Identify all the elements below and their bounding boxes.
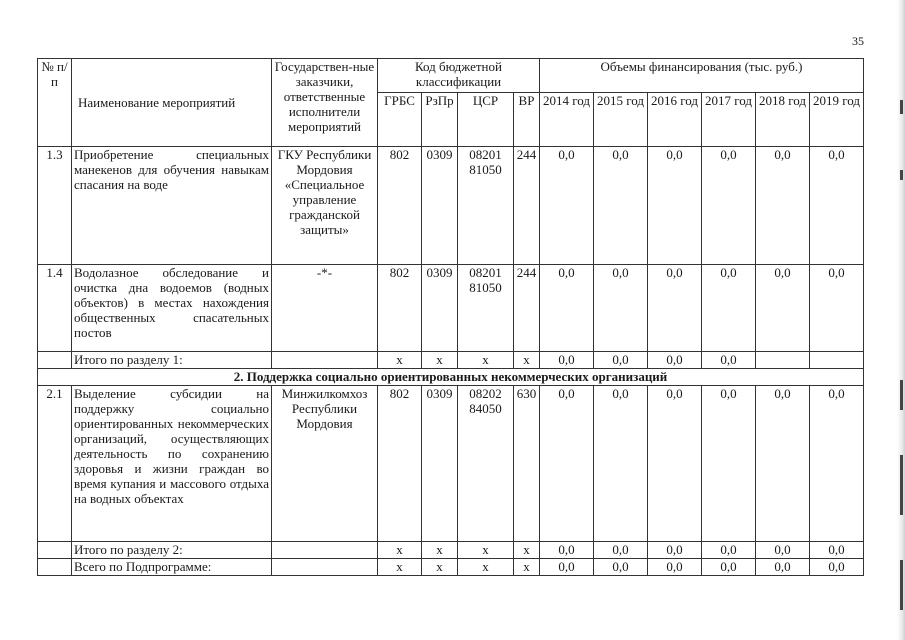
total-code: х [514, 559, 540, 576]
row-name: Водолазное обследование и очистка дна водоемов (водных объектов) в местах нахождения общественных спасательных постов [72, 265, 272, 352]
section-title: 2. Поддержка социально ориентированных некоммерческих организаций [38, 369, 864, 386]
row-value: 0,0 [594, 386, 648, 542]
scan-mark [900, 100, 903, 114]
total-code: х [422, 559, 458, 576]
total-code: х [378, 542, 422, 559]
scan-edge-shadow [897, 0, 905, 640]
row-name: Приобретение специальных манекенов для обучения навыкам спасания на воде [72, 147, 272, 265]
row-value: 0,0 [756, 265, 810, 352]
total-label: Итого по разделу 1: [72, 352, 272, 369]
total-value: 0,0 [594, 352, 648, 369]
total-code: х [458, 542, 514, 559]
scan-mark [900, 560, 903, 610]
empty-cell [272, 559, 378, 576]
table-row [38, 147, 864, 265]
header-grbs: ГРБС [378, 93, 422, 147]
total-value: 0,0 [594, 559, 648, 576]
empty-cell [38, 559, 72, 576]
row-value: 0,0 [756, 386, 810, 542]
row-rzpr: 0309 [422, 386, 458, 542]
total-code: х [514, 542, 540, 559]
row-value: 0,0 [810, 147, 864, 265]
row-vr: 244 [514, 265, 540, 352]
header-year: 2017 год [702, 93, 756, 147]
row-value: 0,0 [702, 265, 756, 352]
total-value: 0,0 [810, 559, 864, 576]
total-value: 0,0 [648, 559, 702, 576]
row-num: 1.3 [38, 147, 72, 265]
empty-cell [38, 542, 72, 559]
total-value [756, 352, 810, 369]
header-year: 2015 год [594, 93, 648, 147]
total-value: 0,0 [756, 559, 810, 576]
header-year: 2014 год [540, 93, 594, 147]
table-row [38, 386, 864, 542]
row-value: 0,0 [810, 386, 864, 542]
row-value: 0,0 [810, 265, 864, 352]
row-value: 0,0 [540, 265, 594, 352]
header-rzpr: РзПр [422, 93, 458, 147]
row-num: 2.1 [38, 386, 72, 542]
row-value: 0,0 [648, 386, 702, 542]
total-code: х [422, 352, 458, 369]
table-row [38, 265, 864, 352]
header-customers: Государствен-ные заказчики, ответственные исполнители мероприятий [272, 59, 378, 147]
row-customer: ГКУ Республики Мордовия «Специальное управление гражданской защиты» [272, 147, 378, 265]
total-value: 0,0 [540, 352, 594, 369]
total-value: 0,0 [702, 542, 756, 559]
total-label: Итого по разделу 2: [72, 542, 272, 559]
header-funding: Объемы финансирования (тыс. руб.) [540, 59, 864, 93]
empty-cell [272, 352, 378, 369]
total-label: Всего по Подпрограмме: [72, 559, 272, 576]
header-budget-code: Код бюджетной классификации [378, 59, 540, 93]
row-value: 0,0 [702, 147, 756, 265]
total-value: 0,0 [594, 542, 648, 559]
total-value: 0,0 [540, 559, 594, 576]
header-year: 2018 год [756, 93, 810, 147]
row-value: 0,0 [594, 147, 648, 265]
row-value: 0,0 [648, 265, 702, 352]
row-value: 0,0 [594, 265, 648, 352]
row-rzpr: 0309 [422, 147, 458, 265]
total-value: 0,0 [648, 352, 702, 369]
row-value: 0,0 [540, 147, 594, 265]
row-grbs: 802 [378, 147, 422, 265]
total-code: х [378, 352, 422, 369]
total-value: 0,0 [756, 542, 810, 559]
row-grbs: 802 [378, 265, 422, 352]
total-row [38, 542, 864, 559]
scan-mark [900, 170, 903, 180]
total-value: 0,0 [540, 542, 594, 559]
header-num: № п/п [38, 59, 72, 147]
header-year: 2016 год [648, 93, 702, 147]
row-vr: 630 [514, 386, 540, 542]
total-value: 0,0 [702, 559, 756, 576]
total-code: х [458, 352, 514, 369]
empty-cell [38, 352, 72, 369]
header-year: 2019 год [810, 93, 864, 147]
row-csr: 08202 84050 [458, 386, 514, 542]
row-grbs: 802 [378, 386, 422, 542]
total-code: х [514, 352, 540, 369]
header-vr: ВР [514, 93, 540, 147]
total-row [38, 352, 864, 369]
total-value: 0,0 [810, 542, 864, 559]
total-code: х [422, 542, 458, 559]
row-csr: 08201 81050 [458, 147, 514, 265]
row-customer: -*- [272, 265, 378, 352]
row-csr: 08201 81050 [458, 265, 514, 352]
row-num: 1.4 [38, 265, 72, 352]
row-value: 0,0 [702, 386, 756, 542]
total-value: 0,0 [648, 542, 702, 559]
total-value [810, 352, 864, 369]
empty-cell [272, 542, 378, 559]
row-value: 0,0 [648, 147, 702, 265]
row-vr: 244 [514, 147, 540, 265]
funding-table [37, 58, 864, 576]
row-name: Выделение субсидии на поддержку социально ориентированных некоммерческих организаций, осуществляющих деятельность по сохранению здоровья и жизни граждан во время купания и массового отдыха на водных объектах [72, 386, 272, 542]
total-code: х [378, 559, 422, 576]
total-code: х [458, 559, 514, 576]
page-number: 35 [852, 34, 864, 48]
scan-mark [900, 380, 903, 410]
row-rzpr: 0309 [422, 265, 458, 352]
row-value: 0,0 [756, 147, 810, 265]
grand-total-row [38, 559, 864, 576]
total-value: 0,0 [702, 352, 756, 369]
scan-mark [900, 455, 903, 515]
row-value: 0,0 [540, 386, 594, 542]
header-csr: ЦСР [458, 93, 514, 147]
header-name: Наименование мероприятий [72, 59, 272, 147]
row-customer: Минжилкомхоз Республики Мордовия [272, 386, 378, 542]
